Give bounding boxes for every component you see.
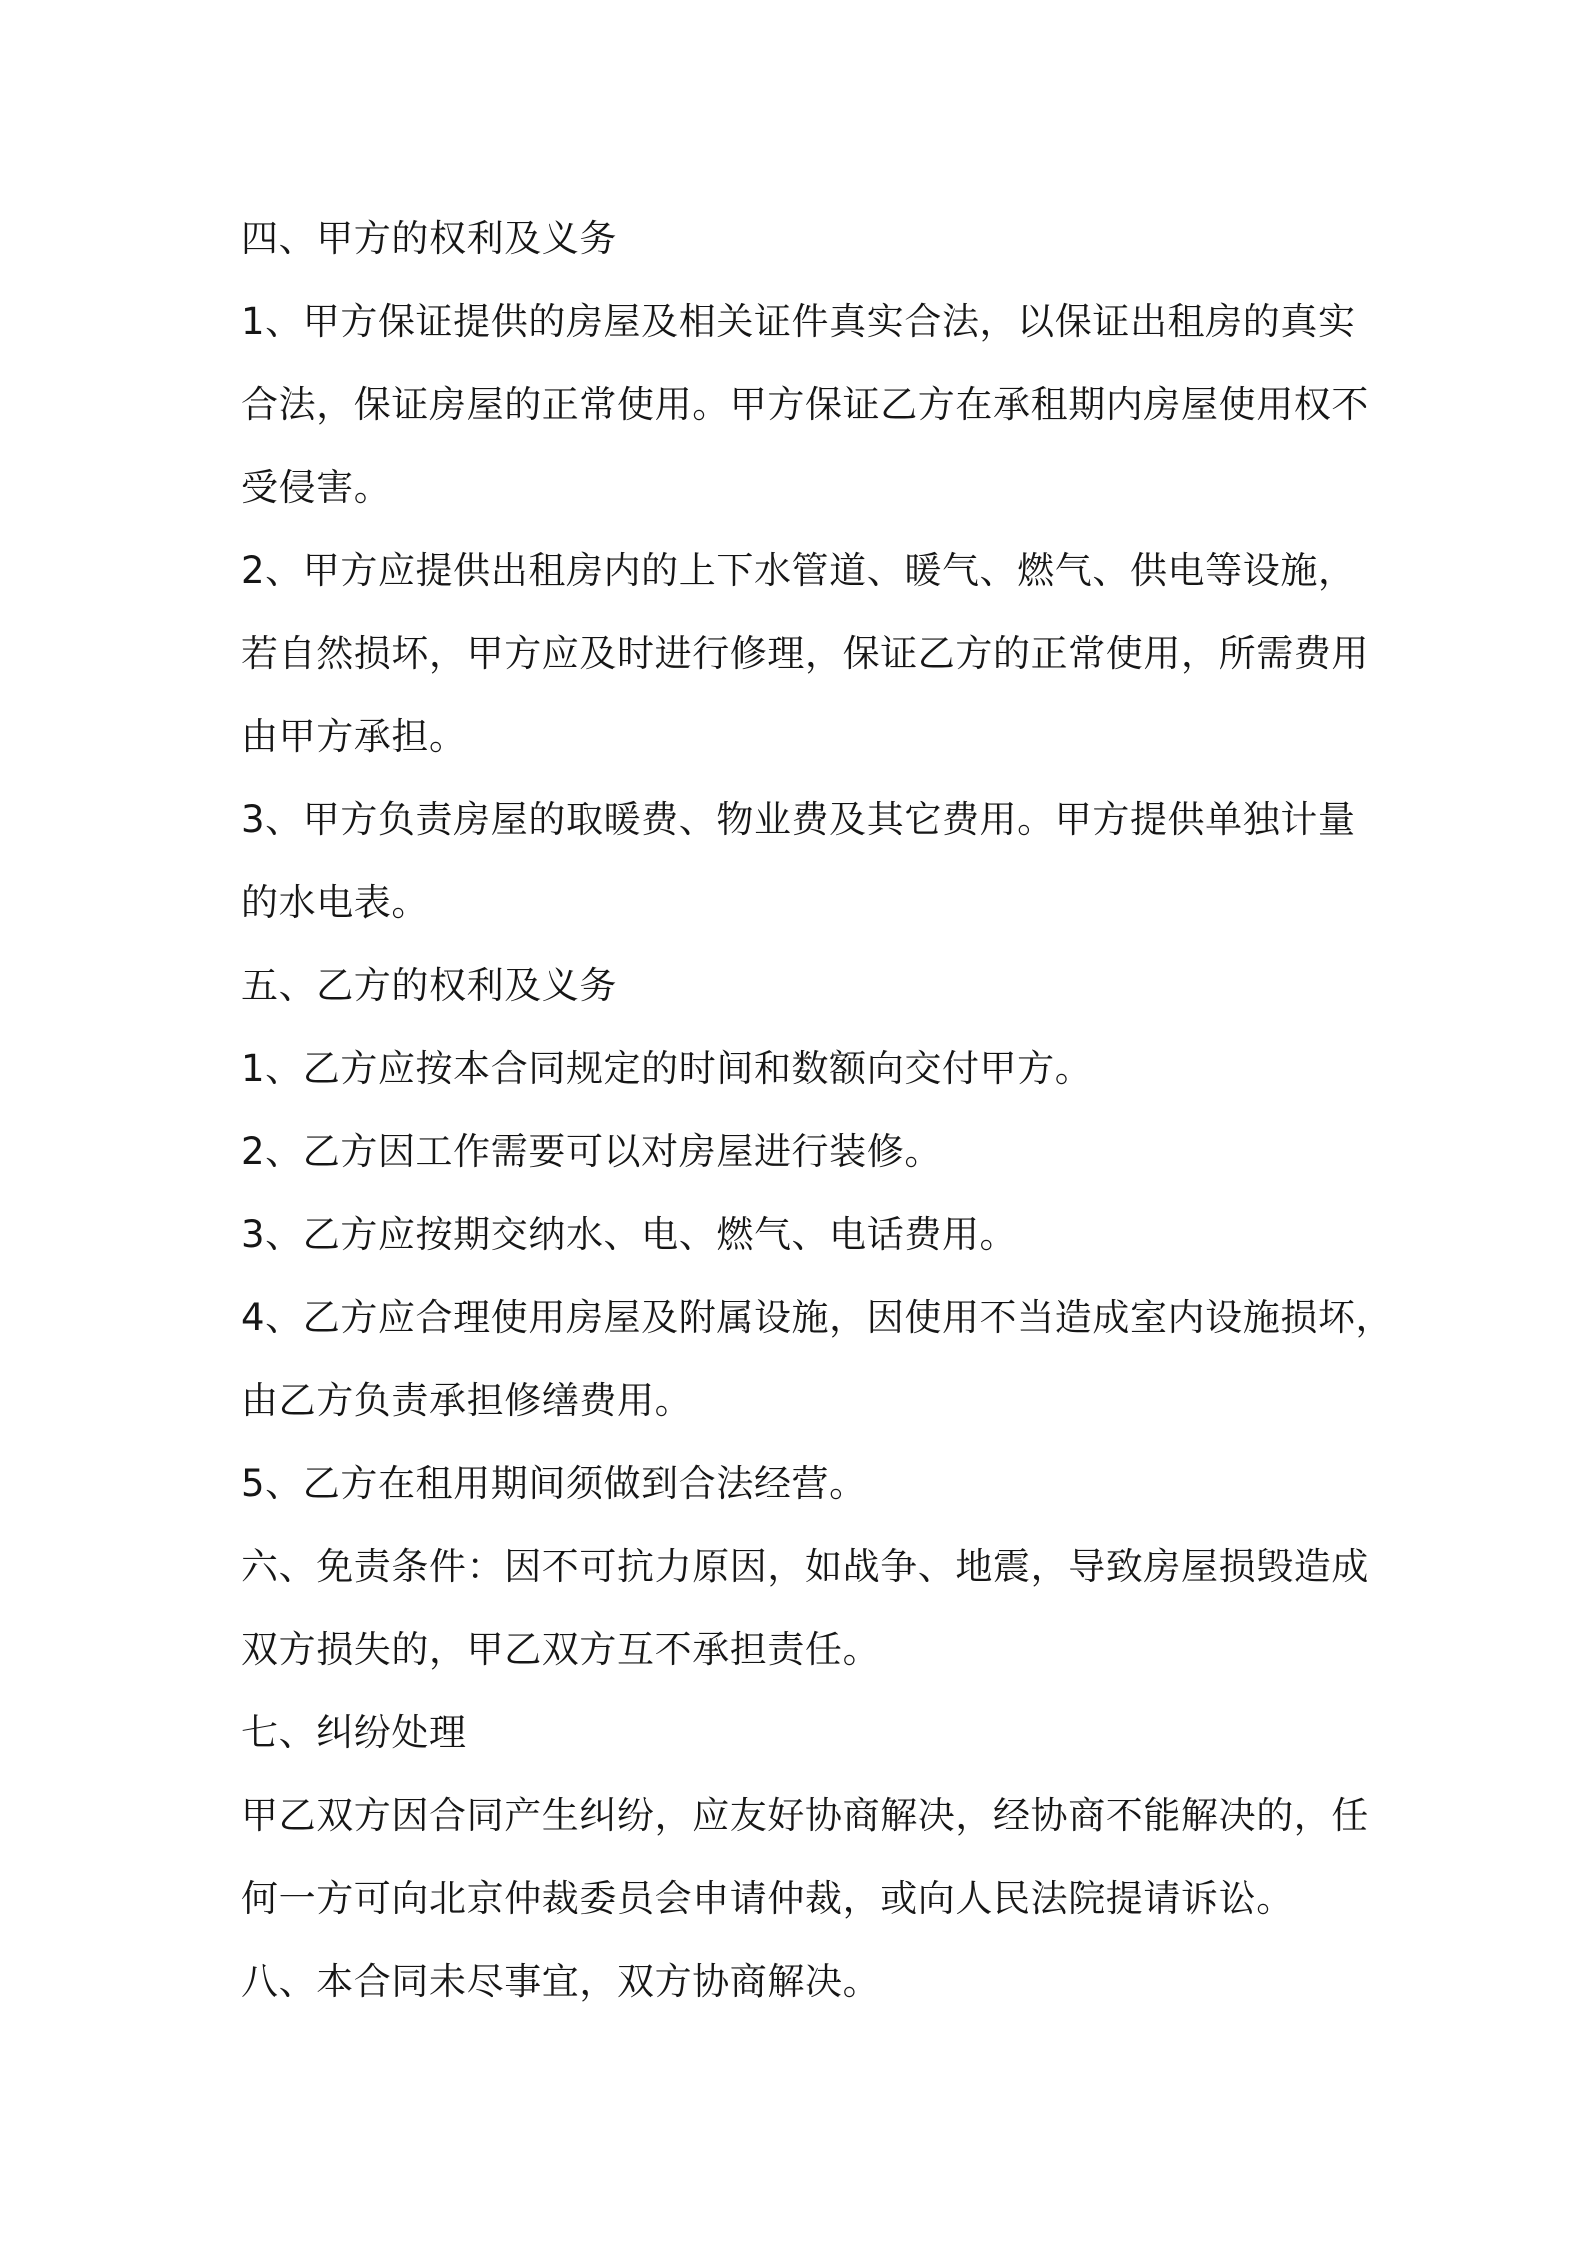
text-line: 2、乙方因工作需要可以对房屋进行装修。 bbox=[241, 1130, 942, 1173]
text-line: 甲乙双方因合同产生纠纷，应友好协商解决，经协商不能解决的，任 bbox=[241, 1794, 1369, 1837]
text-line: 由甲方承担。 bbox=[241, 715, 467, 758]
section-heading-misc: 八、本合同未尽事宜，双方协商解决。 bbox=[241, 1960, 881, 2003]
text-line: 4、乙方应合理使用房屋及附属设施，因使用不当造成室内设施损坏， bbox=[241, 1296, 1394, 1339]
text-line: 的水电表。 bbox=[241, 881, 429, 924]
section-heading-party-a: 四、甲方的权利及义务 bbox=[241, 217, 617, 260]
text-line: 双方损失的，甲乙双方互不承担责任。 bbox=[241, 1628, 881, 1671]
text-line: 合法，保证房屋的正常使用。甲方保证乙方在承租期内房屋使用权不 bbox=[241, 383, 1369, 426]
text-line: 2、甲方应提供出租房内的上下水管道、暖气、燃气、供电等设施， bbox=[241, 549, 1356, 592]
text-line: 1、甲方保证提供的房屋及相关证件真实合法，以保证出租房的真实 bbox=[241, 300, 1356, 343]
text-line: 何一方可向北京仲裁委员会申请仲裁，或向人民法院提请诉讼。 bbox=[241, 1877, 1294, 1920]
text-line: 受侵害。 bbox=[241, 466, 392, 509]
section-heading-exemption: 六、免责条件：因不可抗力原因，如战争、地震，导致房屋损毁造成 bbox=[241, 1545, 1369, 1588]
section-heading-party-b: 五、乙方的权利及义务 bbox=[241, 964, 617, 1007]
text-line: 3、乙方应按期交纳水、电、燃气、电话费用。 bbox=[241, 1213, 1018, 1256]
contract-text bbox=[241, 197, 1394, 2023]
text-line: 由乙方负责承担修缮费用。 bbox=[241, 1379, 693, 1422]
text-line: 5、乙方在租用期间须做到合法经营。 bbox=[241, 1462, 867, 1505]
text-line: 若自然损坏，甲方应及时进行修理，保证乙方的正常使用，所需费用 bbox=[241, 632, 1369, 675]
text-line: 1、乙方应按本合同规定的时间和数额向交付甲方。 bbox=[241, 1047, 1093, 1090]
text-line: 3、甲方负责房屋的取暖费、物业费及其它费用。甲方提供单独计量 bbox=[241, 798, 1356, 841]
section-heading-dispute: 七、纠纷处理 bbox=[241, 1711, 467, 1754]
